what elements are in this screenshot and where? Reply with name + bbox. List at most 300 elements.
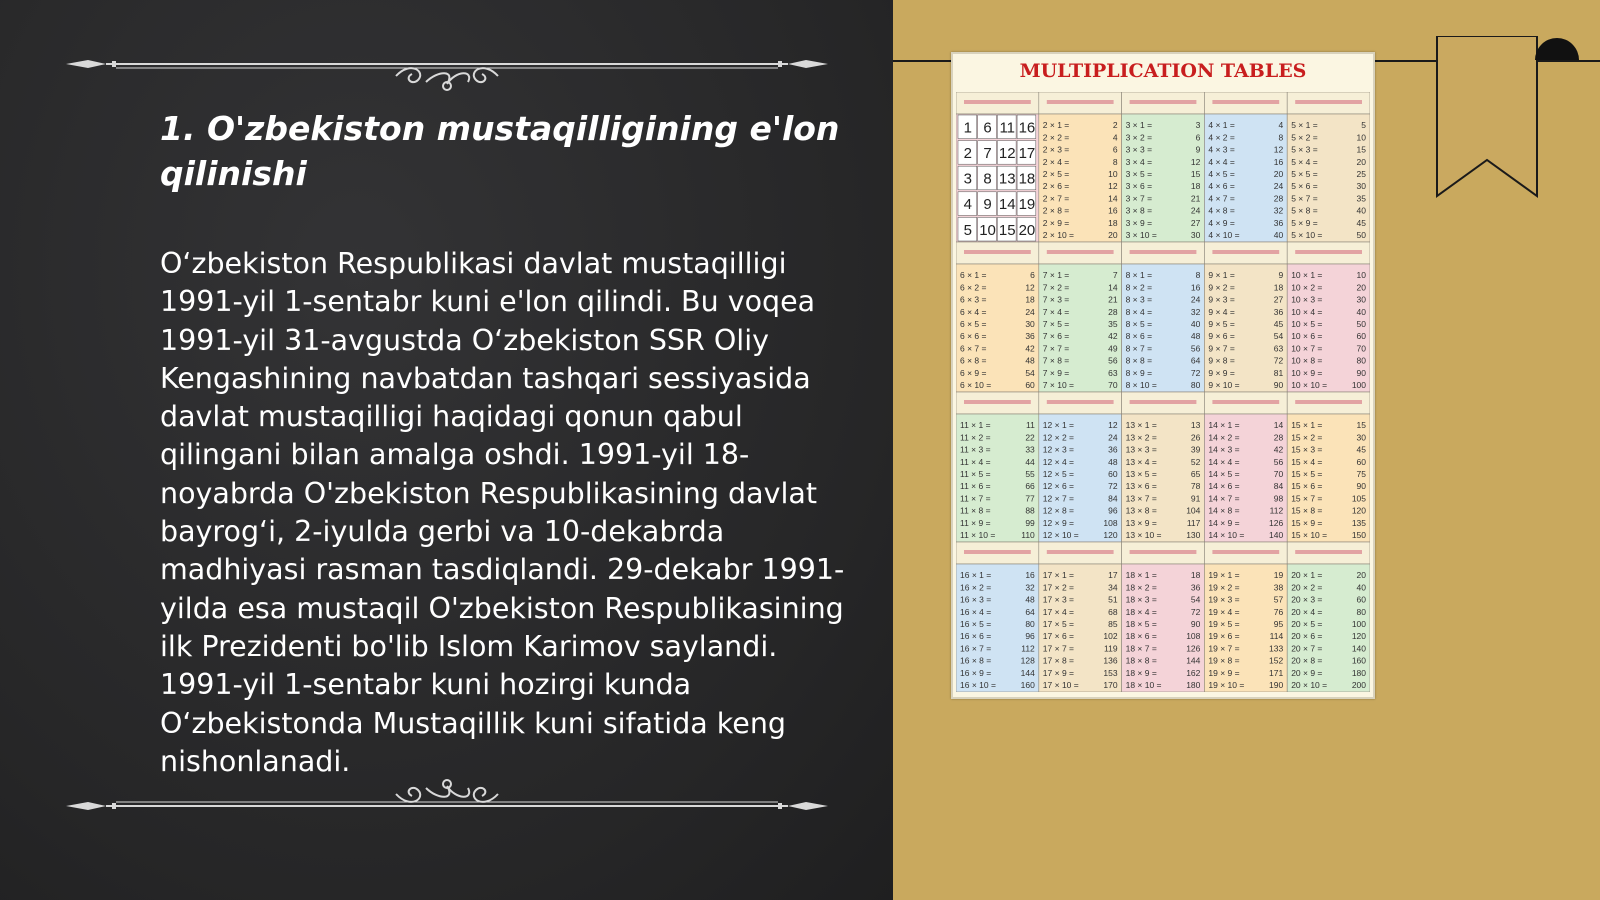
svg-text:48: 48 [1025, 355, 1035, 366]
svg-text:3 × 3 =: 3 × 3 = [1125, 144, 1153, 155]
svg-text:54: 54 [1190, 594, 1201, 605]
svg-text:40: 40 [1273, 230, 1284, 240]
svg-text:40: 40 [1356, 306, 1366, 317]
svg-text:3 × 8 =: 3 × 8 = [1125, 205, 1153, 216]
svg-text:16: 16 [1018, 119, 1036, 137]
svg-text:48: 48 [1108, 456, 1118, 467]
svg-text:160: 160 [1020, 680, 1035, 690]
svg-text:16: 16 [1190, 282, 1201, 293]
svg-text:16 × 3 =: 16 × 3 = [960, 594, 992, 605]
svg-text:32: 32 [1273, 205, 1284, 216]
svg-text:1: 1 [963, 119, 973, 137]
svg-text:15 × 10 =: 15 × 10 = [1291, 530, 1328, 540]
svg-text:6: 6 [1112, 144, 1118, 155]
svg-text:72: 72 [1190, 606, 1201, 617]
svg-text:85: 85 [1108, 619, 1118, 629]
svg-text:136: 136 [1103, 655, 1118, 666]
svg-text:126: 126 [1186, 643, 1201, 654]
svg-text:4 × 1 =: 4 × 1 = [1208, 120, 1235, 131]
svg-text:13: 13 [1190, 420, 1201, 431]
svg-text:19 × 7 =: 19 × 7 = [1208, 643, 1240, 654]
svg-text:17: 17 [1018, 145, 1036, 163]
svg-text:15 × 7 =: 15 × 7 = [1291, 493, 1323, 504]
top-ornament-divider [66, 42, 828, 92]
svg-text:14 × 7 =: 14 × 7 = [1208, 493, 1240, 504]
svg-text:18: 18 [1273, 282, 1284, 293]
svg-text:30: 30 [1356, 294, 1366, 305]
svg-text:9 × 10 =: 9 × 10 = [1208, 380, 1240, 390]
svg-text:6: 6 [1195, 132, 1201, 143]
svg-text:9 × 7 =: 9 × 7 = [1208, 343, 1235, 354]
svg-text:17 × 5 =: 17 × 5 = [1042, 619, 1075, 629]
svg-text:15 × 8 =: 15 × 8 = [1291, 505, 1323, 516]
svg-text:70: 70 [1273, 469, 1284, 479]
svg-text:108: 108 [1186, 631, 1201, 642]
svg-text:17 × 4 =: 17 × 4 = [1042, 606, 1075, 617]
svg-text:55: 55 [1025, 469, 1035, 479]
svg-text:16 × 6 =: 16 × 6 = [960, 631, 992, 642]
svg-text:16: 16 [1108, 205, 1118, 216]
svg-text:18 × 10 =: 18 × 10 = [1125, 680, 1162, 690]
svg-text:140: 140 [1351, 643, 1366, 654]
svg-text:36: 36 [1025, 331, 1035, 342]
svg-text:18 × 5 =: 18 × 5 = [1125, 619, 1157, 629]
svg-text:15 × 2 =: 15 × 2 = [1291, 432, 1323, 443]
svg-text:8 × 8 =: 8 × 8 = [1125, 355, 1153, 366]
svg-text:14 × 10 =: 14 × 10 = [1208, 530, 1245, 540]
svg-text:76: 76 [1273, 606, 1284, 617]
svg-text:20 × 9 =: 20 × 9 = [1291, 667, 1323, 678]
svg-text:114: 114 [1269, 631, 1284, 642]
svg-text:12 × 4 =: 12 × 4 = [1042, 456, 1075, 467]
svg-text:3 × 7 =: 3 × 7 = [1125, 193, 1153, 204]
svg-text:15: 15 [998, 221, 1016, 239]
svg-text:5 × 9 =: 5 × 9 = [1291, 217, 1318, 228]
svg-text:14 × 5 =: 14 × 5 = [1208, 469, 1240, 479]
svg-text:4 × 10 =: 4 × 10 = [1208, 230, 1240, 240]
svg-text:17 × 10 =: 17 × 10 = [1042, 680, 1079, 690]
svg-text:2 × 7 =: 2 × 7 = [1042, 193, 1070, 204]
svg-text:6 × 3 =: 6 × 3 = [960, 294, 987, 305]
svg-text:26: 26 [1190, 432, 1201, 443]
svg-text:40: 40 [1190, 319, 1201, 329]
svg-text:15 × 5 =: 15 × 5 = [1291, 469, 1323, 479]
svg-text:45: 45 [1273, 319, 1284, 329]
svg-text:39: 39 [1190, 444, 1201, 455]
svg-text:13 × 6 =: 13 × 6 = [1125, 481, 1157, 492]
svg-text:52: 52 [1190, 456, 1201, 467]
svg-text:12 × 1 =: 12 × 1 = [1042, 420, 1075, 431]
svg-text:11 × 9 =: 11 × 9 = [960, 517, 991, 528]
svg-text:19 × 3 =: 19 × 3 = [1208, 594, 1240, 605]
svg-text:34: 34 [1108, 582, 1118, 593]
svg-text:105: 105 [1351, 493, 1366, 504]
svg-text:20 × 8 =: 20 × 8 = [1291, 655, 1323, 666]
svg-text:80: 80 [1356, 606, 1366, 617]
svg-text:144: 144 [1186, 655, 1201, 666]
svg-text:18 × 9 =: 18 × 9 = [1125, 667, 1157, 678]
svg-text:12 × 5 =: 12 × 5 = [1042, 469, 1075, 479]
svg-text:68: 68 [1108, 606, 1118, 617]
svg-text:20: 20 [1356, 570, 1366, 581]
svg-text:12 × 7 =: 12 × 7 = [1042, 493, 1075, 504]
svg-text:30: 30 [1190, 230, 1201, 240]
svg-text:8: 8 [1278, 132, 1284, 143]
svg-text:5 × 8 =: 5 × 8 = [1291, 205, 1318, 216]
svg-text:9 × 6 =: 9 × 6 = [1208, 331, 1235, 342]
svg-text:60: 60 [1108, 469, 1118, 479]
svg-text:17 × 1 =: 17 × 1 = [1042, 570, 1075, 581]
svg-text:2 × 9 =: 2 × 9 = [1042, 217, 1070, 228]
svg-text:12: 12 [1025, 282, 1035, 293]
svg-text:75: 75 [1356, 469, 1366, 479]
svg-text:12: 12 [1108, 420, 1118, 431]
svg-text:57: 57 [1273, 594, 1284, 605]
svg-text:6 × 10 =: 6 × 10 = [960, 380, 992, 390]
poster-title: MULTIPLICATION TABLES [1019, 60, 1307, 82]
svg-text:2 × 3 =: 2 × 3 = [1042, 144, 1070, 155]
svg-text:171: 171 [1269, 667, 1284, 678]
svg-text:150: 150 [1351, 530, 1366, 540]
svg-text:2: 2 [963, 145, 973, 163]
svg-text:10 × 2 =: 10 × 2 = [1291, 282, 1323, 293]
svg-text:48: 48 [1025, 594, 1035, 605]
svg-text:11 × 5 =: 11 × 5 = [960, 469, 991, 479]
svg-text:9 × 3 =: 9 × 3 = [1208, 294, 1235, 305]
svg-text:15: 15 [1356, 420, 1366, 431]
svg-text:5 × 10 =: 5 × 10 = [1291, 230, 1323, 240]
svg-text:17 × 3 =: 17 × 3 = [1042, 594, 1075, 605]
svg-text:63: 63 [1273, 343, 1284, 354]
svg-text:9 × 9 =: 9 × 9 = [1208, 367, 1235, 378]
svg-text:10 × 5 =: 10 × 5 = [1291, 319, 1323, 329]
svg-text:7 × 8 =: 7 × 8 = [1042, 355, 1070, 366]
svg-text:119: 119 [1104, 643, 1118, 654]
svg-text:13 × 5 =: 13 × 5 = [1125, 469, 1157, 479]
svg-text:21: 21 [1108, 294, 1118, 305]
svg-text:12: 12 [1108, 181, 1118, 192]
svg-text:19 × 10 =: 19 × 10 = [1208, 680, 1245, 690]
svg-text:8 × 9 =: 8 × 9 = [1125, 367, 1153, 378]
svg-text:11 × 8 =: 11 × 8 = [960, 505, 991, 516]
svg-text:18 × 7 =: 18 × 7 = [1125, 643, 1157, 654]
slide-body-text: O‘zbekiston Respublikasi davlat mustaqilligi 1991-yil 1-sentabr kuni e'lon qilindi. Bu voqea 1991-yil 31-avgustda O‘zbekiston SSR Oliy Kengashining navbatdan tashqari sessiyasida davlat mustaqilligi haqidagi qonun qabul qilingani bilan amalga oshdi. 1991-yil 18-noyabrda O'zbekiston Respublikasining davlat bayrog‘i, 2-iyulda gerbi va 10-dekabrda madhiyasi rasman tasdiqlandi. 29-dekabr 1991-yilda esa mustaqil O'zbekiston Respublikasining ilk Prezidenti bo'lib Islom Karimov saylandi. 1991-yil 1-sentabr kuni hozirgi kunda O‘zbekistonda Mustaqillik kuni sifatida keng nishonlanadi. [160, 247, 845, 778]
multiplication-tables-poster [951, 52, 1375, 699]
svg-text:16: 16 [1273, 156, 1284, 167]
svg-text:20 × 5 =: 20 × 5 = [1291, 619, 1323, 629]
svg-text:200: 200 [1351, 680, 1366, 690]
svg-text:17 × 6 =: 17 × 6 = [1042, 631, 1075, 642]
svg-text:36: 36 [1273, 217, 1284, 228]
svg-text:11 × 3 =: 11 × 3 = [960, 444, 991, 455]
svg-text:10: 10 [1356, 132, 1366, 143]
svg-text:17 × 9 =: 17 × 9 = [1042, 667, 1075, 678]
svg-text:10: 10 [1356, 270, 1366, 281]
svg-text:20 × 7 =: 20 × 7 = [1291, 643, 1323, 654]
svg-text:14: 14 [1273, 420, 1284, 431]
svg-text:9 × 4 =: 9 × 4 = [1208, 306, 1235, 317]
svg-text:14: 14 [1108, 282, 1118, 293]
svg-text:11 × 7 =: 11 × 7 = [960, 493, 991, 504]
svg-text:17 × 7 =: 17 × 7 = [1042, 643, 1075, 654]
svg-text:112: 112 [1269, 505, 1284, 516]
svg-text:130: 130 [1186, 530, 1201, 540]
svg-text:12: 12 [1190, 156, 1201, 167]
svg-text:16 × 4 =: 16 × 4 = [960, 606, 992, 617]
svg-text:14 × 4 =: 14 × 4 = [1208, 456, 1240, 467]
svg-text:60: 60 [1356, 456, 1366, 467]
svg-text:5 × 5 =: 5 × 5 = [1291, 169, 1318, 179]
svg-text:7 × 5 =: 7 × 5 = [1042, 319, 1070, 329]
svg-text:8 × 4 =: 8 × 4 = [1125, 306, 1153, 317]
svg-text:15 × 3 =: 15 × 3 = [1291, 444, 1323, 455]
svg-text:10 × 6 =: 10 × 6 = [1291, 331, 1323, 342]
svg-text:7 × 4 =: 7 × 4 = [1042, 306, 1070, 317]
svg-text:30: 30 [1356, 181, 1366, 192]
svg-text:20: 20 [1356, 282, 1366, 293]
svg-text:14 × 3 =: 14 × 3 = [1208, 444, 1240, 455]
svg-text:7 × 6 =: 7 × 6 = [1042, 331, 1070, 342]
svg-text:4 × 7 =: 4 × 7 = [1208, 193, 1235, 204]
svg-text:18: 18 [1190, 570, 1201, 581]
svg-text:30: 30 [1025, 319, 1035, 329]
svg-text:16 × 5 =: 16 × 5 = [960, 619, 992, 629]
svg-text:64: 64 [1025, 606, 1035, 617]
svg-text:10 × 9 =: 10 × 9 = [1291, 367, 1323, 378]
svg-text:84: 84 [1108, 493, 1118, 504]
svg-text:180: 180 [1351, 667, 1366, 678]
svg-text:108: 108 [1103, 517, 1118, 528]
svg-text:11: 11 [999, 119, 1016, 137]
svg-text:27: 27 [1190, 217, 1201, 228]
svg-text:135: 135 [1351, 517, 1366, 528]
svg-text:30: 30 [1356, 432, 1366, 443]
svg-text:9 × 8 =: 9 × 8 = [1208, 355, 1235, 366]
svg-text:190: 190 [1269, 680, 1284, 690]
svg-text:8 × 7 =: 8 × 7 = [1125, 343, 1153, 354]
svg-text:44: 44 [1025, 456, 1035, 467]
svg-text:3 × 10 =: 3 × 10 = [1125, 230, 1157, 240]
svg-text:2 × 1 =: 2 × 1 = [1042, 120, 1070, 131]
svg-text:77: 77 [1025, 493, 1035, 504]
svg-text:18 × 4 =: 18 × 4 = [1125, 606, 1157, 617]
svg-text:3 × 5 =: 3 × 5 = [1125, 169, 1153, 179]
svg-text:45: 45 [1356, 444, 1366, 455]
svg-text:20: 20 [1018, 221, 1036, 239]
svg-text:20 × 4 =: 20 × 4 = [1291, 606, 1323, 617]
svg-text:117: 117 [1186, 517, 1201, 528]
svg-text:18 × 3 =: 18 × 3 = [1125, 594, 1157, 605]
svg-text:120: 120 [1351, 631, 1366, 642]
svg-text:16: 16 [1025, 570, 1035, 581]
svg-text:42: 42 [1108, 331, 1118, 342]
svg-text:15 × 9 =: 15 × 9 = [1291, 517, 1323, 528]
svg-text:6 × 7 =: 6 × 7 = [960, 343, 987, 354]
svg-text:66: 66 [1025, 481, 1035, 492]
svg-text:11 × 2 =: 11 × 2 = [960, 432, 991, 443]
svg-text:35: 35 [1108, 319, 1118, 329]
svg-text:6 × 5 =: 6 × 5 = [960, 319, 987, 329]
svg-text:12 × 2 =: 12 × 2 = [1042, 432, 1075, 443]
svg-text:6 × 6 =: 6 × 6 = [960, 331, 987, 342]
svg-text:126: 126 [1269, 517, 1284, 528]
svg-text:65: 65 [1190, 469, 1201, 479]
svg-text:3: 3 [1195, 120, 1201, 131]
svg-text:20: 20 [1273, 169, 1284, 179]
svg-text:70: 70 [1108, 380, 1118, 390]
svg-text:42: 42 [1273, 444, 1284, 455]
svg-text:12 × 3 =: 12 × 3 = [1042, 444, 1075, 455]
svg-text:18: 18 [1190, 181, 1201, 192]
svg-text:40: 40 [1356, 582, 1366, 593]
svg-text:2 × 5 =: 2 × 5 = [1042, 169, 1070, 179]
svg-text:4 × 3 =: 4 × 3 = [1208, 144, 1235, 155]
svg-text:88: 88 [1025, 505, 1035, 516]
svg-text:6 × 9 =: 6 × 9 = [960, 367, 987, 378]
svg-text:14: 14 [1108, 193, 1118, 204]
svg-text:16 × 10 =: 16 × 10 = [960, 680, 996, 690]
svg-text:64: 64 [1190, 355, 1201, 366]
svg-text:9 × 1 =: 9 × 1 = [1208, 270, 1235, 281]
svg-text:19 × 5 =: 19 × 5 = [1208, 619, 1240, 629]
svg-text:8 × 10 =: 8 × 10 = [1125, 380, 1157, 390]
svg-text:8 × 2 =: 8 × 2 = [1125, 282, 1153, 293]
svg-text:24: 24 [1025, 306, 1035, 317]
svg-text:13 × 7 =: 13 × 7 = [1125, 493, 1157, 504]
svg-text:45: 45 [1356, 217, 1366, 228]
svg-text:152: 152 [1269, 655, 1284, 666]
svg-text:72: 72 [1108, 481, 1118, 492]
svg-text:22: 22 [1025, 432, 1035, 443]
svg-text:17 × 2 =: 17 × 2 = [1042, 582, 1075, 593]
svg-text:13 × 4 =: 13 × 4 = [1125, 456, 1157, 467]
svg-text:20 × 1 =: 20 × 1 = [1291, 570, 1323, 581]
svg-text:28: 28 [1108, 306, 1118, 317]
svg-text:80: 80 [1190, 380, 1201, 390]
svg-text:81: 81 [1273, 367, 1284, 378]
svg-text:8 × 5 =: 8 × 5 = [1125, 319, 1153, 329]
svg-text:4 × 5 =: 4 × 5 = [1208, 169, 1235, 179]
svg-text:36: 36 [1108, 444, 1118, 455]
svg-text:19 × 2 =: 19 × 2 = [1208, 582, 1240, 593]
svg-text:16 × 2 =: 16 × 2 = [960, 582, 992, 593]
svg-text:13 × 2 =: 13 × 2 = [1125, 432, 1157, 443]
svg-text:7 × 3 =: 7 × 3 = [1042, 294, 1070, 305]
svg-text:10 × 10 =: 10 × 10 = [1291, 380, 1328, 390]
svg-text:3 × 4 =: 3 × 4 = [1125, 156, 1153, 167]
svg-text:56: 56 [1190, 343, 1201, 354]
svg-text:90: 90 [1273, 380, 1284, 390]
svg-text:14 × 9 =: 14 × 9 = [1208, 517, 1240, 528]
svg-text:16 × 7 =: 16 × 7 = [960, 643, 992, 654]
svg-text:18: 18 [1018, 170, 1036, 188]
svg-text:32: 32 [1190, 306, 1201, 317]
svg-text:7: 7 [983, 145, 992, 163]
svg-text:19 × 1 =: 19 × 1 = [1208, 570, 1240, 581]
svg-text:11 × 1 =: 11 × 1 = [960, 420, 991, 431]
svg-text:2 × 10 =: 2 × 10 = [1042, 230, 1075, 240]
svg-text:15: 15 [1190, 169, 1201, 179]
svg-text:19: 19 [1273, 570, 1284, 581]
svg-text:162: 162 [1186, 667, 1201, 678]
svg-text:18: 18 [1108, 217, 1118, 228]
svg-text:13 × 10 =: 13 × 10 = [1125, 530, 1162, 540]
svg-text:36: 36 [1190, 582, 1201, 593]
svg-text:112: 112 [1021, 643, 1035, 654]
svg-text:12: 12 [1273, 144, 1284, 155]
svg-text:56: 56 [1108, 355, 1118, 366]
svg-text:5 × 2 =: 5 × 2 = [1291, 132, 1318, 143]
svg-text:3 × 1 =: 3 × 1 = [1125, 120, 1153, 131]
svg-text:133: 133 [1269, 643, 1284, 654]
svg-text:40: 40 [1356, 205, 1366, 216]
svg-text:100: 100 [1351, 380, 1366, 390]
svg-text:49: 49 [1108, 343, 1118, 354]
svg-text:13: 13 [998, 170, 1016, 188]
svg-text:7 × 7 =: 7 × 7 = [1042, 343, 1070, 354]
svg-text:100: 100 [1351, 619, 1366, 629]
svg-text:4: 4 [1278, 120, 1284, 131]
svg-text:5 × 7 =: 5 × 7 = [1291, 193, 1318, 204]
svg-text:6 × 2 =: 6 × 2 = [960, 282, 987, 293]
svg-text:18: 18 [1025, 294, 1035, 305]
svg-text:20 × 6 =: 20 × 6 = [1291, 631, 1323, 642]
svg-text:10 × 4 =: 10 × 4 = [1291, 306, 1323, 317]
svg-text:56: 56 [1273, 456, 1284, 467]
svg-text:8 × 1 =: 8 × 1 = [1125, 270, 1153, 281]
svg-text:9 × 2 =: 9 × 2 = [1208, 282, 1235, 293]
svg-text:160: 160 [1351, 655, 1366, 666]
svg-text:35: 35 [1356, 193, 1366, 204]
svg-text:9: 9 [1195, 144, 1201, 155]
svg-text:15: 15 [1356, 144, 1366, 155]
svg-text:7: 7 [1112, 270, 1118, 281]
svg-text:90: 90 [1356, 367, 1366, 378]
svg-text:5 × 4 =: 5 × 4 = [1291, 156, 1318, 167]
svg-text:38: 38 [1273, 582, 1284, 593]
svg-text:28: 28 [1273, 432, 1284, 443]
svg-text:10: 10 [979, 221, 996, 239]
svg-text:2 × 6 =: 2 × 6 = [1042, 181, 1070, 192]
svg-text:19 × 4 =: 19 × 4 = [1208, 606, 1240, 617]
svg-text:13 × 3 =: 13 × 3 = [1125, 444, 1157, 455]
svg-text:4 × 4 =: 4 × 4 = [1208, 156, 1235, 167]
svg-text:10 × 3 =: 10 × 3 = [1291, 294, 1323, 305]
svg-text:11 × 6 =: 11 × 6 = [960, 481, 991, 492]
svg-text:4 × 2 =: 4 × 2 = [1208, 132, 1235, 143]
svg-text:120: 120 [1351, 505, 1366, 516]
svg-text:4 × 8 =: 4 × 8 = [1208, 205, 1235, 216]
svg-text:98: 98 [1273, 493, 1284, 504]
svg-text:11: 11 [1025, 420, 1035, 431]
svg-text:7 × 9 =: 7 × 9 = [1042, 367, 1070, 378]
svg-text:170: 170 [1103, 680, 1118, 690]
svg-text:50: 50 [1356, 230, 1366, 240]
svg-text:63: 63 [1108, 367, 1118, 378]
svg-text:16 × 9 =: 16 × 9 = [960, 667, 992, 678]
svg-text:17: 17 [1108, 570, 1118, 581]
svg-text:4: 4 [963, 196, 973, 214]
svg-text:14 × 1 =: 14 × 1 = [1208, 420, 1240, 431]
svg-text:10 × 8 =: 10 × 8 = [1291, 355, 1323, 366]
svg-text:5 × 6 =: 5 × 6 = [1291, 181, 1318, 192]
svg-text:9: 9 [983, 196, 992, 214]
svg-text:51: 51 [1108, 594, 1118, 605]
svg-text:13 × 1 =: 13 × 1 = [1125, 420, 1157, 431]
svg-text:18 × 1 =: 18 × 1 = [1125, 570, 1157, 581]
svg-text:18 × 8 =: 18 × 8 = [1125, 655, 1157, 666]
svg-text:19: 19 [1018, 196, 1036, 214]
